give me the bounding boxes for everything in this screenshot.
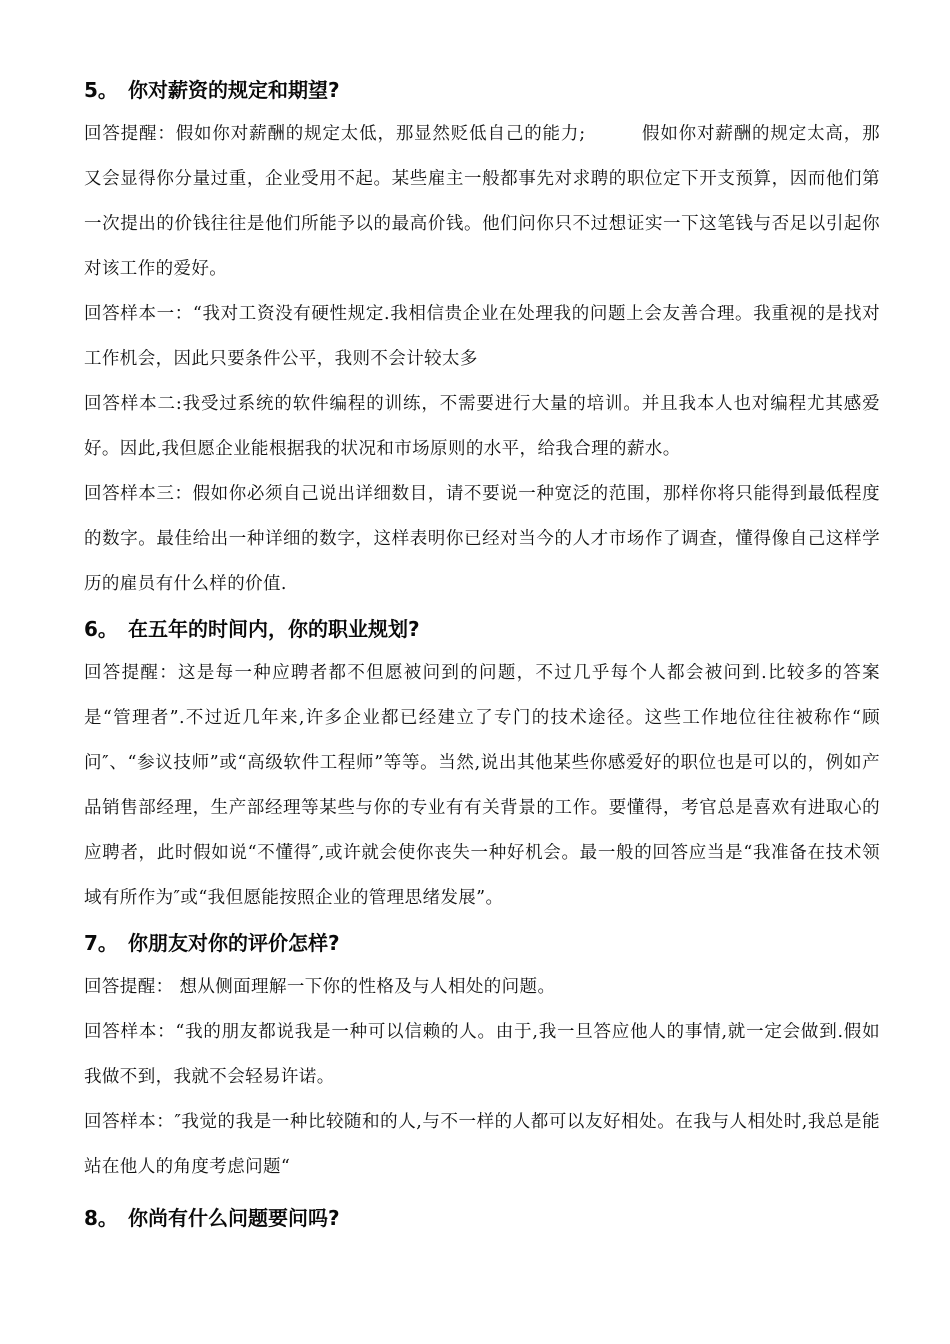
section-7-heading [84, 921, 880, 965]
document-page [84, 68, 880, 1240]
paragraph-answer-tip: 回答提醒： 想从侧面理解一下你的性格及与人相处的问题。 [84, 977, 556, 997]
section-number: 6。 [84, 617, 118, 641]
paragraph-sample-2: 回答样本二:我受过系统的软件编程的训练，不需要进行大量的培训。并且我本人也对编程尤其感爱好。因此,我但愿企业能根据我的状况和市场原则的水平，给我合理的薪水。 [84, 394, 880, 459]
section-5-heading [84, 68, 880, 112]
section-title: 你尚有什么问题要问吗? [128, 1206, 340, 1230]
section-6-heading [84, 607, 880, 651]
section-title: 你朋友对你的评价怎样? [128, 931, 340, 955]
paragraph-text-part: 假如你对薪酬的规定太高，那又会显得你分量过重，企业受用不起。某些雇主一般都事先对求聘的职位定下开支预算，因而他们第一次提出的价钱往往是他们所能予以的最高价钱。他们问你只不过想证实一下这笔钱与否足以引起你对该工作的爱好。 [84, 124, 880, 279]
paragraph-text-part: 回答提醒：假如你对薪酬的规定太低，那显然贬低自己的能力; [84, 124, 586, 144]
section-number: 8。 [84, 1206, 118, 1230]
paragraph-sample-1: 回答样本：“我的朋友都说我是一种可以信赖的人。由于,我一旦答应他人的事情,就一定会做到.假如我做不到，我就不会轻易许诺。 [84, 1022, 880, 1087]
paragraph-sample-1: 回答样本一：“我对工资没有硬性规定.我相信贵企业在处理我的问题上会友善合理。我重视的是找对工作机会，因此只要条件公平，我则不会计较太多 [84, 304, 880, 369]
paragraph-answer-tip: 回答提醒：这是每一种应聘者都不但愿被问到的问题，不过几乎每个人都会被问到.比较多的答案是“管理者”.不过近几年来,许多企业都已经建立了专门的技术途径。这些工作地位往往被称作“顾问″、“参议技师”或“高级软件工程师”等等。当然,说出其他某些你感爱好的职位也是可以的，例如产品销售部经理，生产部经理等某些与你的专业有有关背景的工作。要懂得，考官总是喜欢有进取心的应聘者，此时假如说“不懂得″,或许就会使你丧失一种好机会。最一般的回答应当是“我准备在技术领域有所作为″或“我但愿能按照企业的管理思绪发展”。 [84, 663, 880, 908]
paragraph-sample-3: 回答样本三：假如你必须自己说出详细数目，请不要说一种宽泛的范围，那样你将只能得到最低程度的数字。最佳给出一种详细的数字，这样表明你已经对当今的人才市场作了调查，懂得像自己这样学历的雇员有什么样的价值. [84, 484, 880, 594]
section-number: 7。 [84, 931, 118, 955]
section-title: 你对薪资的规定和期望? [128, 78, 340, 102]
paragraph-answer-tip [84, 112, 880, 292]
section-title: 在五年的时间内，你的职业规划? [128, 617, 420, 641]
section-number: 5。 [84, 78, 118, 102]
paragraph-sample-2: 回答样本：″我觉的我是一种比较随和的人,与不一样的人都可以友好相处。在我与人相处时,我总是能站在他人的角度考虑问题“ [84, 1112, 880, 1177]
section-8-heading [84, 1196, 880, 1240]
